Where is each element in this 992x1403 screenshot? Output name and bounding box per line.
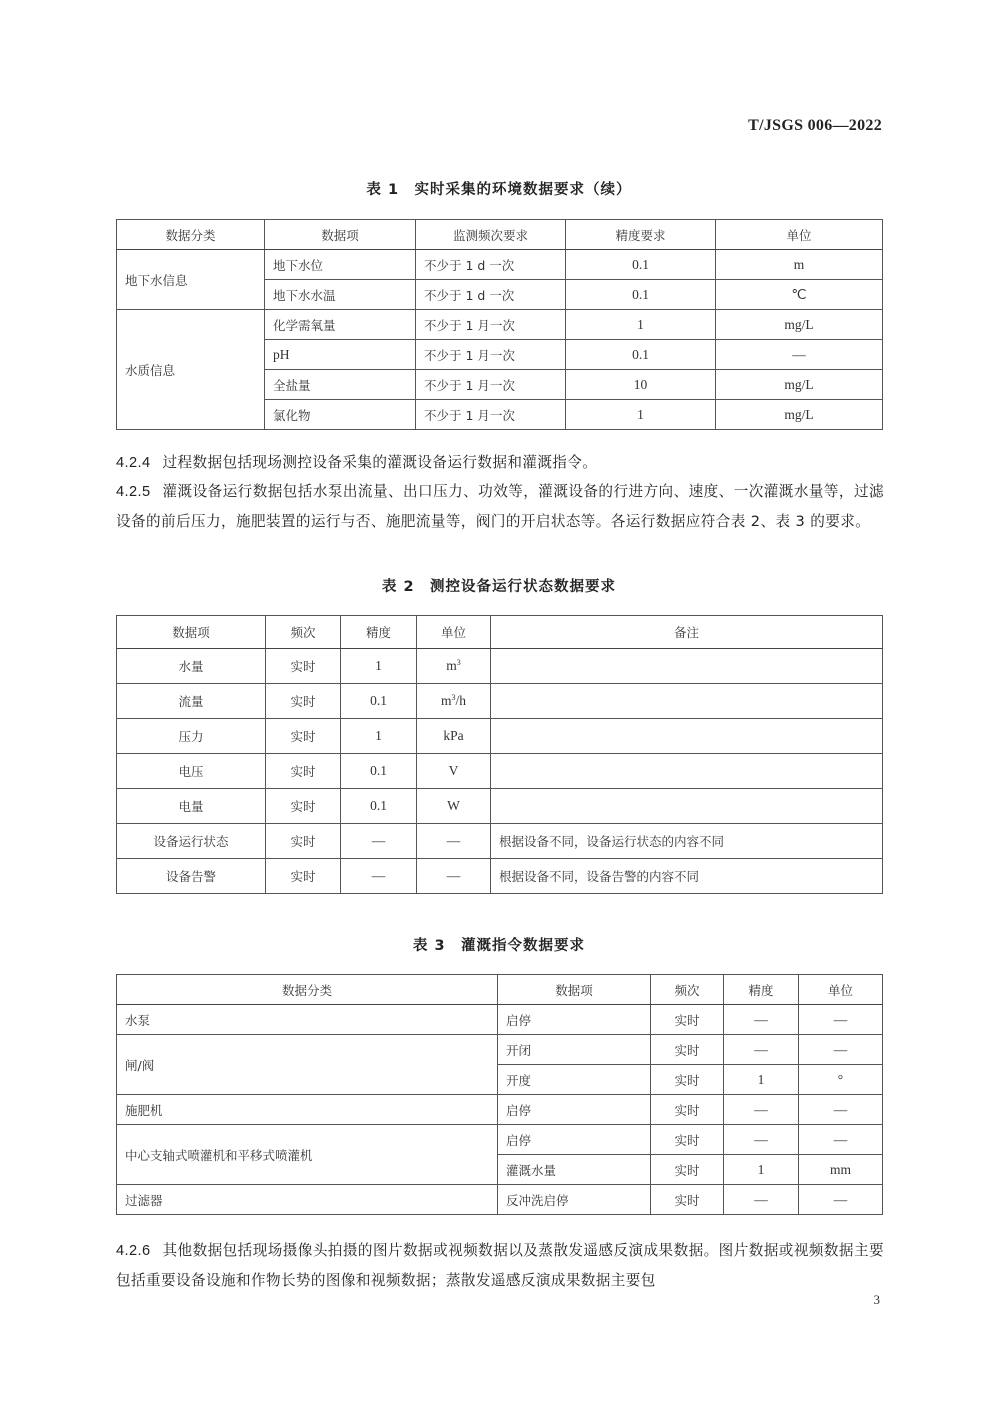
precision-cell: 0.1 [566, 250, 716, 280]
table1-caption: 表 1 实时采集的环境数据要求（续） [366, 182, 632, 198]
precision-cell: — [724, 1035, 799, 1065]
frequency-cell: 实时 [651, 1065, 724, 1095]
table-row [117, 649, 883, 684]
unit-cell: mm [799, 1155, 883, 1185]
frequency-cell: 实时 [266, 754, 341, 789]
unit-superscript: 3 [456, 658, 461, 667]
table3-caption: 表 3 灌溉指令数据要求 [412, 938, 586, 954]
note-cell [491, 719, 883, 754]
item-cell: 灌溉水量 [498, 1155, 651, 1185]
table-row [117, 754, 883, 789]
clause-number: 4.2.6 [116, 1243, 151, 1259]
category-cell: 地下水信息 [117, 250, 265, 310]
clause-text: 其他数据包括现场摄像头拍摄的图片数据或视频数据以及蒸散发遥感反演成果数据。图片数据或视频数据主要包括重要设备设施和作物长势的图像和视频数据；蒸散发遥感反演成果数据主要包 [116, 1242, 884, 1289]
precision-cell: 0.1 [566, 340, 716, 370]
item-cell: 设备告警 [117, 859, 266, 894]
table2-header-cell: 频次 [266, 616, 341, 649]
precision-cell: 1 [724, 1155, 799, 1185]
frequency-cell: 实时 [266, 684, 341, 719]
unit-cell: — [799, 1125, 883, 1155]
precision-cell: — [341, 824, 417, 859]
frequency-cell: 不少于 1 月一次 [416, 400, 566, 430]
table2-header-cell: 备注 [491, 616, 883, 649]
precision-cell: 0.1 [341, 684, 417, 719]
item-cell: 地下水水温 [265, 280, 416, 310]
unit-cell [417, 789, 491, 824]
note-cell [491, 789, 883, 824]
unit-base: m [446, 658, 457, 673]
frequency-cell: 实时 [266, 859, 341, 894]
item-cell: 启停 [498, 1095, 651, 1125]
item-cell: 电量 [117, 789, 266, 824]
unit-cell: mg/L [716, 370, 883, 400]
item-cell: 水量 [117, 649, 266, 684]
unit-cell: ° [799, 1065, 883, 1095]
clause-4-2-5 [116, 477, 884, 536]
clause-number: 4.2.5 [116, 484, 151, 500]
unit-cell: — [799, 1005, 883, 1035]
frequency-cell: 不少于 1 月一次 [416, 340, 566, 370]
precision-cell: 0.1 [341, 789, 417, 824]
table3-header-cell: 精度 [724, 975, 799, 1005]
frequency-cell: 不少于 1 d 一次 [416, 250, 566, 280]
table1-header-cell: 单位 [716, 220, 883, 250]
unit-cell [417, 824, 491, 859]
item-cell: 地下水位 [265, 250, 416, 280]
table2-header-row [117, 616, 883, 649]
item-cell: 反冲洗启停 [498, 1185, 651, 1215]
table-row [117, 250, 883, 280]
precision-cell: — [724, 1125, 799, 1155]
unit-cell [417, 859, 491, 894]
page-number: 3 [873, 1292, 880, 1307]
precision-cell: 1 [566, 400, 716, 430]
clause-4-2-4 [116, 448, 884, 478]
note-cell [491, 649, 883, 684]
frequency-cell: 实时 [651, 1095, 724, 1125]
precision-cell: — [341, 859, 417, 894]
frequency-cell: 实时 [266, 789, 341, 824]
unit-cell: — [799, 1035, 883, 1065]
table-row [117, 859, 883, 894]
unit-cell [417, 649, 491, 684]
unit-base: kPa [443, 728, 464, 743]
note-cell: 根据设备不同，设备运行状态的内容不同 [491, 824, 883, 859]
frequency-cell: 实时 [266, 824, 341, 859]
table-row [117, 1005, 883, 1035]
unit-tail: /h [455, 693, 467, 708]
precision-cell: — [724, 1185, 799, 1215]
table2-header-cell: 数据项 [117, 616, 266, 649]
unit-cell [417, 719, 491, 754]
precision-cell: 1 [566, 310, 716, 340]
note-cell: 根据设备不同，设备告警的内容不同 [491, 859, 883, 894]
unit-cell: m [716, 250, 883, 280]
precision-cell: 10 [566, 370, 716, 400]
unit-base: m [440, 693, 452, 708]
precision-cell: 1 [341, 719, 417, 754]
item-cell: 全盐量 [265, 370, 416, 400]
item-cell: 启停 [498, 1125, 651, 1155]
item-cell: 开闭 [498, 1035, 651, 1065]
unit-cell [417, 754, 491, 789]
table1-header-cell: 数据分类 [117, 220, 265, 250]
category-cell: 水质信息 [117, 310, 265, 430]
item-cell: 化学需氧量 [265, 310, 416, 340]
unit-cell: — [799, 1185, 883, 1215]
unit-base: V [448, 763, 459, 778]
table-row [117, 1095, 883, 1125]
precision-cell: 1 [724, 1065, 799, 1095]
category-cell: 闸/阀 [117, 1035, 498, 1095]
table-row [117, 1125, 883, 1155]
frequency-cell: 实时 [651, 1155, 724, 1185]
note-cell [491, 754, 883, 789]
frequency-cell: 实时 [651, 1035, 724, 1065]
table1 [116, 219, 883, 430]
table2-header-cell: 精度 [341, 616, 417, 649]
unit-cell: — [716, 340, 883, 370]
table3-header-cell: 频次 [651, 975, 724, 1005]
unit-cell: mg/L [716, 400, 883, 430]
item-cell: 电压 [117, 754, 266, 789]
clause-text: 过程数据包括现场测控设备采集的灌溉设备运行数据和灌溉指令。 [162, 454, 598, 471]
table2 [116, 615, 883, 894]
unit-cell: mg/L [716, 310, 883, 340]
clause-text: 灌溉设备运行数据包括水泵出流量、出口压力、功效等，灌溉设备的行进方向、速度、一次灌溉水量等，过滤设备的前后压力，施肥装置的运行与否、施肥流量等，阀门的开启状态等。各运行数据应符合表 2、表 3 的要求。 [116, 483, 884, 530]
item-cell: 开度 [498, 1065, 651, 1095]
frequency-cell: 实时 [266, 719, 341, 754]
category-cell: 水泵 [117, 1005, 498, 1035]
frequency-cell: 实时 [651, 1125, 724, 1155]
table1-header-cell: 监测频次要求 [416, 220, 566, 250]
unit-cell: — [799, 1095, 883, 1125]
table3-header-cell: 数据项 [498, 975, 651, 1005]
frequency-cell: 实时 [266, 649, 341, 684]
precision-cell: 1 [341, 649, 417, 684]
precision-cell: 0.1 [341, 754, 417, 789]
table1-header-row [117, 220, 883, 250]
table1-header-cell: 精度要求 [566, 220, 716, 250]
table3-header-row [117, 975, 883, 1005]
item-cell: 压力 [117, 719, 266, 754]
table-row [117, 310, 883, 340]
frequency-cell: 实时 [651, 1185, 724, 1215]
table2-header-cell: 单位 [417, 616, 491, 649]
category-cell: 施肥机 [117, 1095, 498, 1125]
category-cell: 过滤器 [117, 1185, 498, 1215]
table-row [117, 719, 883, 754]
table1-header-cell: 数据项 [265, 220, 416, 250]
frequency-cell: 不少于 1 月一次 [416, 310, 566, 340]
table-row [117, 824, 883, 859]
item-cell: pH [265, 340, 416, 370]
unit-cell: ℃ [716, 280, 883, 310]
table3-header-cell: 数据分类 [117, 975, 498, 1005]
item-cell: 设备运行状态 [117, 824, 266, 859]
table2-caption: 表 2 测控设备运行状态数据要求 [381, 579, 617, 595]
frequency-cell: 实时 [651, 1005, 724, 1035]
table3 [116, 974, 883, 1215]
precision-cell: — [724, 1095, 799, 1125]
category-cell: 中心支轴式喷灌机和平移式喷灌机 [117, 1125, 498, 1185]
item-cell: 流量 [117, 684, 266, 719]
precision-cell: 0.1 [566, 280, 716, 310]
item-cell: 启停 [498, 1005, 651, 1035]
table-row [117, 789, 883, 824]
table3-header-cell: 单位 [799, 975, 883, 1005]
table-row [117, 684, 883, 719]
unit-base: W [447, 798, 460, 813]
item-cell: 氯化物 [265, 400, 416, 430]
table-row [117, 1035, 883, 1065]
note-cell [491, 684, 883, 719]
clause-4-2-6 [116, 1236, 884, 1295]
precision-cell: — [724, 1005, 799, 1035]
unit-superscript: 3 [451, 693, 456, 702]
unit-base: — [446, 833, 461, 848]
frequency-cell: 不少于 1 月一次 [416, 370, 566, 400]
frequency-cell: 不少于 1 d 一次 [416, 280, 566, 310]
unit-base: — [446, 868, 461, 883]
unit-cell [417, 684, 491, 719]
standard-id: T/JSGS 006—2022 [748, 117, 882, 134]
clause-number: 4.2.4 [116, 455, 151, 471]
table-row [117, 1185, 883, 1215]
